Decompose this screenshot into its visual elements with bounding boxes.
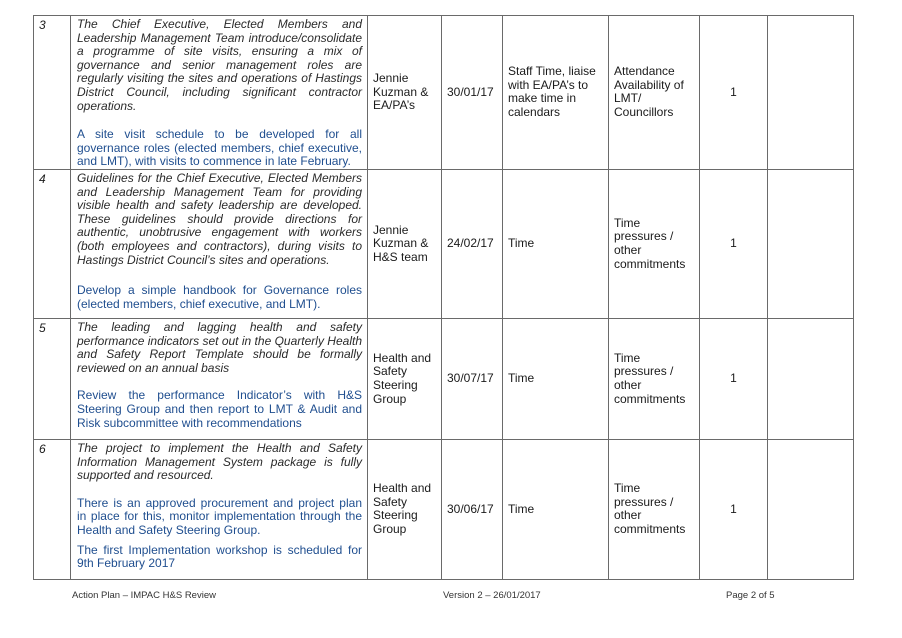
item-number: 3 (34, 16, 71, 170)
action-text: Review the performance Indicator’s with H&S Steering Group and then report to LMT & Audit and Risk subcommittee with recommendations (77, 388, 362, 430)
priority-cell: 1 (700, 318, 768, 439)
action-text: A site visit schedule to be developed for all governance roles (elected members, chief executive, and LMT), with visits to commence in late February. (77, 127, 362, 169)
status-cell (768, 318, 854, 439)
item-number: 5 (34, 318, 71, 439)
footer-version: Version 2 – 26/01/2017 (443, 590, 541, 601)
recommendation-text: The leading and lagging health and safety performance indicators set out in the Quarterly Health and Safety Report Template should be formally reviewed on an annual basis (77, 319, 362, 375)
action-text: Develop a simple handbook for Governance roles (elected members, chief executive, and LMT). (77, 283, 362, 311)
resources-cell: Time (503, 169, 609, 318)
status-cell (768, 439, 854, 579)
priority-cell: 1 (700, 16, 768, 170)
due-date-cell: 30/06/17 (442, 439, 503, 579)
action-text: There is an approved procurement and project plan in place for this, monitor implementation through the Health and Safety Steering Group. (77, 495, 362, 537)
recommendation-cell (71, 16, 368, 170)
responsible-cell: Jennie Kuzman & H&S team (368, 169, 442, 318)
resources-cell: Time (503, 318, 609, 439)
risks-cell: Time pressures / other commitments (609, 169, 700, 318)
resources-cell: Time (503, 439, 609, 579)
action-plan-table (33, 15, 854, 580)
status-cell (768, 169, 854, 318)
due-date-cell: 30/07/17 (442, 318, 503, 439)
action-row (34, 318, 854, 439)
responsible-cell: Health and Safety Steering Group (368, 439, 442, 579)
footer-page-number: Page 2 of 5 (726, 590, 775, 601)
status-cell (768, 16, 854, 170)
priority-cell: 1 (700, 439, 768, 579)
recommendation-cell (71, 318, 368, 439)
responsible-cell: Jennie Kuzman & EA/PA’s (368, 16, 442, 170)
item-number: 6 (34, 439, 71, 579)
recommendation-cell (71, 169, 368, 318)
action-row (34, 439, 854, 579)
item-number: 4 (34, 169, 71, 318)
risks-cell: Time pressures / other commitments (609, 318, 700, 439)
due-date-cell: 30/01/17 (442, 16, 503, 170)
resources-cell: Staff Time, liaise with EA/PA’s to make time in calendars (503, 16, 609, 170)
recommendation-text: The project to implement the Health and Safety Information Management System package is fully supported and resourced. (77, 440, 362, 483)
action-row (34, 16, 854, 170)
risks-cell: Attendance Availability of LMT/ Councillors (609, 16, 700, 170)
recommendation-text: Guidelines for the Chief Executive, Elected Members and Leadership Management Team for providing visible health and safety leadership are developed. These guidelines should provide directions for authentic, unobtrusive engagement with workers (both employees and contractors), during visits to Hastings District Council’s sites and operations. (77, 170, 362, 267)
recommendation-cell (71, 439, 368, 579)
risks-cell: Time pressures / other commitments (609, 439, 700, 579)
priority-cell: 1 (700, 169, 768, 318)
action-row (34, 169, 854, 318)
footer-document-title: Action Plan – IMPAC H&S Review (72, 590, 216, 601)
recommendation-text: The Chief Executive, Elected Members and Leadership Management Team introduce/consolidate a programme of site visits, ensuring a mix of governance and senior management roles are regularly visiting the sites and operations of Hastings District Council, including significant contractor operations. (77, 17, 362, 113)
responsible-cell: Health and Safety Steering Group (368, 318, 442, 439)
due-date-cell: 24/02/17 (442, 169, 503, 318)
action-text: The first Implementation workshop is scheduled for 9th February 2017 (77, 542, 362, 571)
